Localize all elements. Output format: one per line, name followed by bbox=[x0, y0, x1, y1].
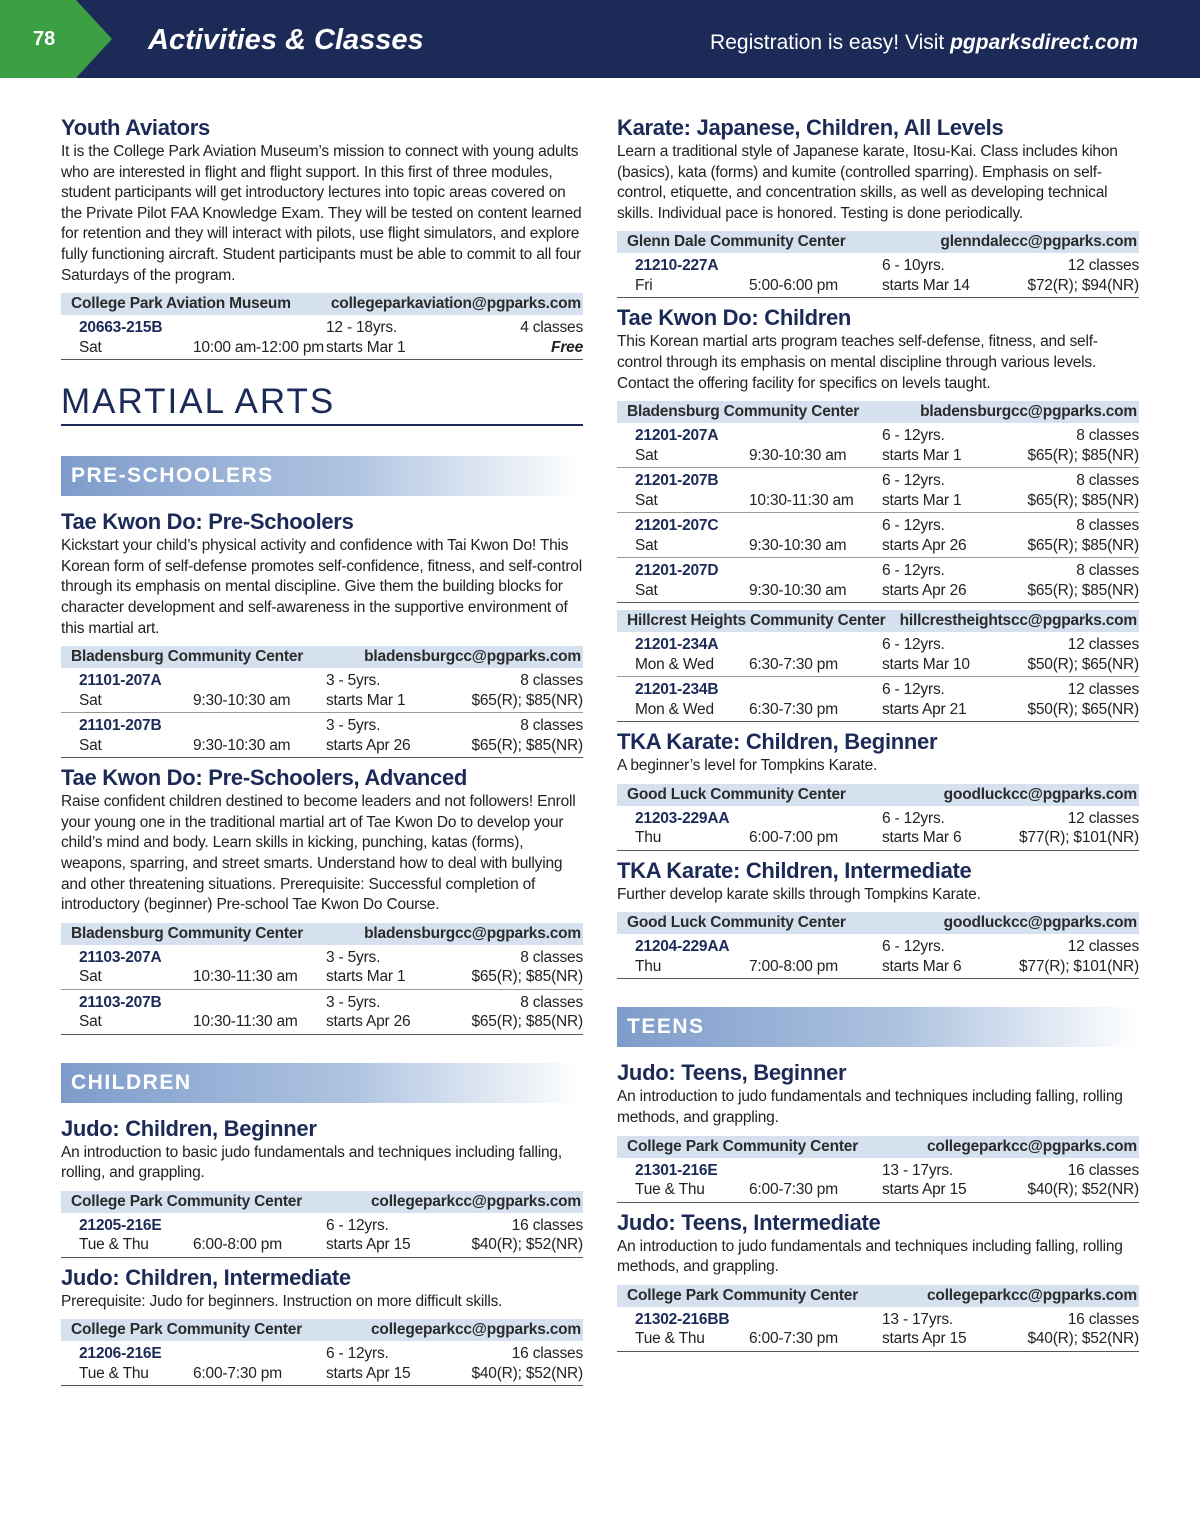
program-description: An introduction to judo fundamentals and techniques including falling, rolling methods, and grappling. bbox=[617, 1237, 1123, 1276]
class-count: 12 classes bbox=[1067, 636, 1139, 654]
class-code: 21101-207B bbox=[79, 717, 162, 735]
class-count: 12 classes bbox=[1067, 938, 1139, 956]
class-start: starts Mar 1 bbox=[326, 968, 406, 986]
class-day: Tue & Thu bbox=[635, 1181, 705, 1199]
class-day: Thu bbox=[635, 957, 662, 975]
class-entry[interactable] bbox=[617, 677, 1139, 722]
class-code: 21103-207B bbox=[79, 993, 162, 1011]
location-name: College Park Community Center bbox=[71, 1321, 303, 1339]
program-judo-teens-intermediate bbox=[617, 1209, 1139, 1352]
class-entry[interactable] bbox=[617, 632, 1139, 677]
class-start: starts Mar 6 bbox=[882, 957, 962, 975]
class-ages: 6 - 12yrs. bbox=[882, 636, 945, 654]
class-entry[interactable] bbox=[61, 1213, 583, 1258]
program-tka-karate-intermediate bbox=[617, 857, 1139, 980]
class-code: 21201-207D bbox=[635, 562, 719, 580]
class-entry[interactable] bbox=[617, 253, 1139, 298]
class-time: 9:30-10:30 am bbox=[193, 691, 291, 709]
class-start: starts Mar 1 bbox=[882, 491, 962, 509]
class-fee: $65(R); $85(NR) bbox=[1027, 491, 1139, 509]
class-time: 9:30-10:30 am bbox=[749, 446, 847, 464]
class-start: starts Apr 26 bbox=[882, 581, 967, 599]
class-entry[interactable] bbox=[617, 423, 1139, 468]
class-start: starts Apr 15 bbox=[326, 1364, 411, 1382]
program-title: Tae Kwon Do: Pre-Schoolers bbox=[61, 509, 354, 535]
location-name: Good Luck Community Center bbox=[627, 785, 846, 803]
class-time: 10:30-11:30 am bbox=[193, 1013, 298, 1031]
class-entry[interactable] bbox=[617, 1158, 1139, 1203]
program-title: Tae Kwon Do: Pre-Schoolers, Advanced bbox=[61, 765, 468, 791]
class-time: 10:30-11:30 am bbox=[193, 968, 298, 986]
program-description: Learn a traditional style of Japanese karate, Itosu-Kai. Class includes kihon (basics), kata (forms) and kumite (controlled sparring). Emphasis on self-control, etiquette, and concentration skills, as well as developing technical skills. Individual pace is honored. Testing is done periodically. bbox=[617, 143, 1118, 222]
location-name: College Park Community Center bbox=[627, 1286, 859, 1304]
class-start: starts Apr 26 bbox=[326, 736, 411, 754]
class-entry[interactable] bbox=[617, 558, 1139, 603]
location-name: Bladensburg Community Center bbox=[71, 924, 304, 942]
program-title: Judo: Teens, Beginner bbox=[617, 1060, 847, 1086]
location-bar bbox=[61, 1191, 583, 1213]
class-start: starts Apr 15 bbox=[882, 1330, 967, 1348]
class-code: 21201-207C bbox=[635, 517, 719, 535]
location-email[interactable]: bladensburgcc@pgparks.com bbox=[920, 403, 1137, 421]
class-fee: $65(R); $85(NR) bbox=[471, 691, 583, 709]
class-ages: 13 - 17yrs. bbox=[882, 1161, 954, 1179]
class-ages: 6 - 10yrs. bbox=[882, 257, 945, 275]
location-email[interactable]: goodluckcc@pgparks.com bbox=[943, 785, 1137, 803]
location-bar bbox=[61, 293, 583, 315]
program-title: Youth Aviators bbox=[61, 115, 210, 140]
class-fee: $65(R); $85(NR) bbox=[1027, 446, 1139, 464]
class-code: 21206-216E bbox=[79, 1345, 162, 1363]
class-count: 12 classes bbox=[1067, 681, 1139, 699]
class-ages: 3 - 5yrs. bbox=[326, 717, 381, 735]
program-description: An introduction to judo fundamentals and techniques including falling, rolling methods, and grappling. bbox=[617, 1088, 1123, 1126]
class-count: 12 classes bbox=[1067, 257, 1139, 275]
program-title: Judo: Children, Beginner bbox=[61, 1115, 317, 1141]
class-entry[interactable] bbox=[617, 806, 1139, 851]
location-name: Hillcrest Heights Community Center bbox=[627, 612, 886, 630]
class-count: 12 classes bbox=[1067, 809, 1139, 827]
class-start: starts Mar 14 bbox=[882, 276, 970, 294]
class-start: starts Apr 26 bbox=[326, 1013, 411, 1031]
class-ages: 6 - 12yrs. bbox=[326, 1216, 389, 1234]
right-column bbox=[617, 108, 1139, 1352]
class-code: 21210-227A bbox=[635, 257, 719, 275]
location-email[interactable]: goodluckcc@pgparks.com bbox=[943, 914, 1137, 932]
page-header bbox=[0, 0, 1200, 78]
class-start: starts Apr 15 bbox=[882, 1181, 967, 1199]
program-judo-children-beginner bbox=[61, 1115, 583, 1258]
class-day: Fri bbox=[635, 276, 653, 294]
class-ages: 6 - 12yrs. bbox=[882, 938, 945, 956]
program-description: Kickstart your child’s physical activity and confidence with Tai Kwon Do! This Korean form of self-defense promotes self-confidence, fitness, and self-control through its emphasis on mental discipline. Give them the building blocks for character development and self-awareness in the supportive environment of this martial art. bbox=[61, 537, 582, 637]
class-fee: Free bbox=[551, 338, 583, 356]
class-count: 8 classes bbox=[520, 717, 583, 735]
class-time: 9:30-10:30 am bbox=[193, 736, 291, 754]
class-count: 8 classes bbox=[1076, 562, 1139, 580]
program-title: Karate: Japanese, Children, All Levels bbox=[617, 115, 1004, 140]
class-ages: 6 - 12yrs. bbox=[882, 472, 945, 490]
class-day: Sat bbox=[79, 691, 102, 709]
class-entry[interactable] bbox=[617, 468, 1139, 513]
location-bar bbox=[61, 1319, 583, 1341]
class-count: 8 classes bbox=[520, 672, 583, 690]
class-ages: 6 - 12yrs. bbox=[882, 517, 945, 535]
program-youth-aviators bbox=[61, 114, 583, 360]
program-karate-japanese bbox=[617, 114, 1139, 298]
location-bar bbox=[617, 610, 1139, 632]
location-email[interactable]: bladensburgcc@pgparks.com bbox=[364, 648, 581, 666]
class-fee: $77(R); $101(NR) bbox=[1019, 829, 1139, 847]
program-title: Judo: Children, Intermediate bbox=[61, 1264, 351, 1290]
class-code: 21103-207A bbox=[79, 948, 162, 966]
class-day: Sat bbox=[635, 581, 658, 599]
program-title: Tae Kwon Do: Children bbox=[617, 305, 852, 331]
location-name: College Park Community Center bbox=[71, 1192, 303, 1210]
location-name: Bladensburg Community Center bbox=[71, 648, 304, 666]
class-time: 9:30-10:30 am bbox=[749, 581, 847, 599]
location-name: Good Luck Community Center bbox=[627, 914, 846, 932]
class-start: starts Apr 15 bbox=[326, 1236, 411, 1254]
class-ages: 6 - 12yrs. bbox=[882, 562, 945, 580]
class-code: 21205-216E bbox=[79, 1216, 162, 1234]
location-bar bbox=[617, 231, 1139, 253]
class-count: 8 classes bbox=[1076, 517, 1139, 535]
class-day: Sat bbox=[79, 1013, 102, 1031]
class-entry[interactable] bbox=[61, 990, 583, 1035]
class-time: 5:00-6:00 pm bbox=[749, 276, 838, 294]
class-fee: $40(R); $52(NR) bbox=[471, 1364, 583, 1382]
class-entry[interactable] bbox=[617, 513, 1139, 558]
location-bar bbox=[617, 1285, 1139, 1307]
class-start: starts Apr 21 bbox=[882, 700, 967, 718]
program-tkd-preschoolers-advanced bbox=[61, 764, 583, 1035]
program-title: Judo: Teens, Intermediate bbox=[617, 1209, 881, 1235]
class-code: 21201-234A bbox=[635, 636, 719, 654]
class-count: 8 classes bbox=[1076, 472, 1139, 490]
location-email[interactable]: collegeparkcc@pgparks.com bbox=[927, 1286, 1137, 1304]
location-email[interactable]: bladensburgcc@pgparks.com bbox=[364, 924, 581, 942]
class-time: 7:00-8:00 pm bbox=[749, 957, 838, 975]
class-day: Sat bbox=[79, 338, 102, 356]
class-code: 21201-234B bbox=[635, 681, 719, 699]
location-name: College Park Community Center bbox=[627, 1137, 859, 1155]
class-time: 6:00-7:30 pm bbox=[749, 1330, 838, 1348]
class-count: 16 classes bbox=[511, 1216, 583, 1234]
class-count: 4 classes bbox=[520, 319, 583, 337]
location-bar bbox=[61, 646, 583, 668]
program-judo-children-intermediate bbox=[61, 1264, 583, 1387]
page-number-tab bbox=[0, 0, 112, 78]
class-entry[interactable] bbox=[617, 1307, 1139, 1352]
class-entry[interactable] bbox=[61, 1341, 583, 1386]
class-day: Mon & Wed bbox=[635, 655, 714, 673]
class-start: starts Apr 26 bbox=[882, 536, 967, 554]
class-fee: $40(R); $52(NR) bbox=[1027, 1181, 1139, 1199]
location-bar bbox=[617, 784, 1139, 806]
class-code: 20663-215B bbox=[79, 319, 163, 337]
program-description: Further develop karate skills through Tompkins Karate. bbox=[617, 885, 981, 903]
class-code: 21201-207B bbox=[635, 472, 719, 490]
class-count: 16 classes bbox=[511, 1345, 583, 1363]
class-fee: $65(R); $85(NR) bbox=[471, 968, 583, 986]
location-email[interactable]: hillcrestheightscc@pgparks.com bbox=[899, 612, 1137, 630]
location-name: Bladensburg Community Center bbox=[627, 403, 860, 421]
location-email[interactable]: collegeparkcc@pgparks.com bbox=[927, 1137, 1137, 1155]
class-start: starts Mar 1 bbox=[326, 338, 406, 356]
location-bar bbox=[617, 912, 1139, 934]
class-ages: 6 - 12yrs. bbox=[882, 681, 945, 699]
class-time: 6:30-7:30 pm bbox=[749, 700, 838, 718]
class-time: 6:00-7:00 pm bbox=[749, 829, 838, 847]
class-code: 21301-216E bbox=[635, 1161, 718, 1179]
program-tka-karate-beginner bbox=[617, 728, 1139, 851]
class-day: Tue & Thu bbox=[79, 1236, 149, 1254]
class-ages: 3 - 5yrs. bbox=[326, 993, 381, 1011]
class-count: 8 classes bbox=[520, 993, 583, 1011]
class-count: 16 classes bbox=[1067, 1310, 1139, 1328]
left-column bbox=[61, 108, 583, 1386]
class-day: Tue & Thu bbox=[79, 1364, 149, 1382]
program-description: It is the College Park Aviation Museum’s mission to connect with young adults who are interested in flight and flight support. In this first of three modules, student participants will get introductory lectures into topic areas covered on the Private Pilot FAA Knowledge Exam. They will be tested on content learned for retention and they will interact with pilots, use flight simulators, and explore fully functioning aircraft. Student participants must be able to commit to all four Saturdays of the program. bbox=[61, 143, 582, 284]
class-ages: 6 - 12yrs. bbox=[882, 809, 945, 827]
program-description: Prerequisite: Judo for beginners. Instruction on more difficult skills. bbox=[61, 1292, 503, 1310]
program-description: This Korean martial arts program teaches self-defense, fitness, and self-control through its emphasis on mental discipline through various levels. Contact the offering facility for specifics on levels taught. bbox=[617, 333, 1098, 392]
class-entry[interactable] bbox=[61, 713, 583, 758]
location-email[interactable]: collegeparkaviation@pgparks.com bbox=[330, 295, 581, 313]
location-name: Glenn Dale Community Center bbox=[627, 233, 846, 251]
location-email[interactable]: glenndalecc@pgparks.com bbox=[940, 233, 1137, 251]
class-ages: 3 - 5yrs. bbox=[326, 948, 381, 966]
location-bar bbox=[617, 401, 1139, 423]
registration-note bbox=[710, 31, 1138, 55]
class-code: 21302-216BB bbox=[635, 1310, 730, 1328]
class-fee: $65(R); $85(NR) bbox=[1027, 581, 1139, 599]
class-time: 6:00-7:30 pm bbox=[749, 1181, 838, 1199]
class-time: 6:30-7:30 pm bbox=[749, 655, 838, 673]
class-entry[interactable] bbox=[61, 668, 583, 713]
location-bar bbox=[61, 923, 583, 945]
class-fee: $65(R); $85(NR) bbox=[1027, 536, 1139, 554]
class-ages: 6 - 12yrs. bbox=[882, 427, 945, 445]
class-time: 10:30-11:30 am bbox=[749, 491, 854, 509]
class-fee: $77(R); $101(NR) bbox=[1019, 957, 1139, 975]
program-description: A beginner’s level for Tompkins Karate. bbox=[617, 757, 878, 775]
class-code: 21203-229AA bbox=[635, 809, 730, 827]
class-day: Sat bbox=[635, 536, 658, 554]
class-ages: 12 - 18yrs. bbox=[326, 319, 398, 337]
class-start: starts Mar 6 bbox=[882, 829, 962, 847]
category-band-teens: TEENS bbox=[617, 1007, 1139, 1047]
class-entry[interactable] bbox=[61, 315, 583, 360]
program-description: An introduction to basic judo fundamentals and techniques including falling, rolling, and grappling. bbox=[61, 1143, 562, 1182]
class-fee: $65(R); $85(NR) bbox=[471, 736, 583, 754]
class-fee: $40(R); $52(NR) bbox=[1027, 1330, 1139, 1348]
class-time: 6:00-7:30 pm bbox=[193, 1364, 282, 1382]
class-start: starts Mar 10 bbox=[882, 655, 970, 673]
program-tkd-preschoolers bbox=[61, 508, 583, 758]
program-title: TKA Karate: Children, Intermediate bbox=[617, 857, 972, 883]
class-day: Sat bbox=[635, 491, 658, 509]
class-fee: $72(R); $94(NR) bbox=[1027, 276, 1139, 294]
class-ages: 6 - 12yrs. bbox=[326, 1345, 389, 1363]
class-entry[interactable] bbox=[617, 934, 1139, 979]
class-code: 21201-207A bbox=[635, 427, 719, 445]
page-title: Activities & Classes bbox=[148, 24, 424, 56]
class-ages: 13 - 17yrs. bbox=[882, 1310, 954, 1328]
class-time: 9:30-10:30 am bbox=[749, 536, 847, 554]
class-day: Sat bbox=[635, 446, 658, 464]
location-bar bbox=[617, 1136, 1139, 1158]
class-day: Tue & Thu bbox=[635, 1330, 705, 1348]
class-fee: $50(R); $65(NR) bbox=[1027, 655, 1139, 673]
class-entry[interactable] bbox=[61, 945, 583, 990]
class-time: 10:00 am-12:00 pm bbox=[193, 338, 325, 356]
class-time: 6:00-8:00 pm bbox=[193, 1236, 282, 1254]
class-code: 21204-229AA bbox=[635, 938, 730, 956]
program-judo-teens-beginner bbox=[617, 1059, 1139, 1202]
page-number: 78 bbox=[33, 28, 56, 50]
section-heading: MARTIAL ARTS bbox=[61, 382, 583, 426]
class-fee: $50(R); $65(NR) bbox=[1027, 700, 1139, 718]
category-band-children: CHILDREN bbox=[61, 1063, 583, 1103]
class-day: Thu bbox=[635, 829, 662, 847]
class-day: Mon & Wed bbox=[635, 700, 714, 718]
class-day: Sat bbox=[79, 736, 102, 754]
class-fee: $65(R); $85(NR) bbox=[471, 1013, 583, 1031]
class-start: starts Mar 1 bbox=[882, 446, 962, 464]
registration-link[interactable]: pgparksdirect.com bbox=[950, 31, 1138, 54]
class-day: Sat bbox=[79, 968, 102, 986]
class-count: 8 classes bbox=[520, 948, 583, 966]
program-tkd-children bbox=[617, 304, 1139, 722]
program-title: TKA Karate: Children, Beginner bbox=[617, 729, 938, 755]
location-email[interactable]: collegeparkcc@pgparks.com bbox=[371, 1321, 581, 1339]
program-description: Raise confident children destined to become leaders and not followers! Enroll your young one in the traditional martial art of Tae Kwon Do to develop your child’s mind and body. Learn skills in kicking, punching, katas (forms), weapons, sparring, and street smarts. Understand how to deal with bullying and other threatening situations. Prerequisite: Successful completion of introductory (beginner) Pre-school Tae Kwon Do Course. bbox=[61, 793, 576, 914]
location-email[interactable]: collegeparkcc@pgparks.com bbox=[371, 1192, 581, 1210]
class-fee: $40(R); $52(NR) bbox=[471, 1236, 583, 1254]
class-count: 16 classes bbox=[1067, 1161, 1139, 1179]
registration-text: Registration is easy! Visit bbox=[710, 31, 951, 54]
class-start: starts Mar 1 bbox=[326, 691, 406, 709]
class-ages: 3 - 5yrs. bbox=[326, 672, 381, 690]
class-count: 8 classes bbox=[1076, 427, 1139, 445]
category-band-preschoolers: PRE-SCHOOLERS bbox=[61, 456, 583, 496]
class-code: 21101-207A bbox=[79, 672, 162, 690]
location-name: College Park Aviation Museum bbox=[71, 295, 291, 313]
